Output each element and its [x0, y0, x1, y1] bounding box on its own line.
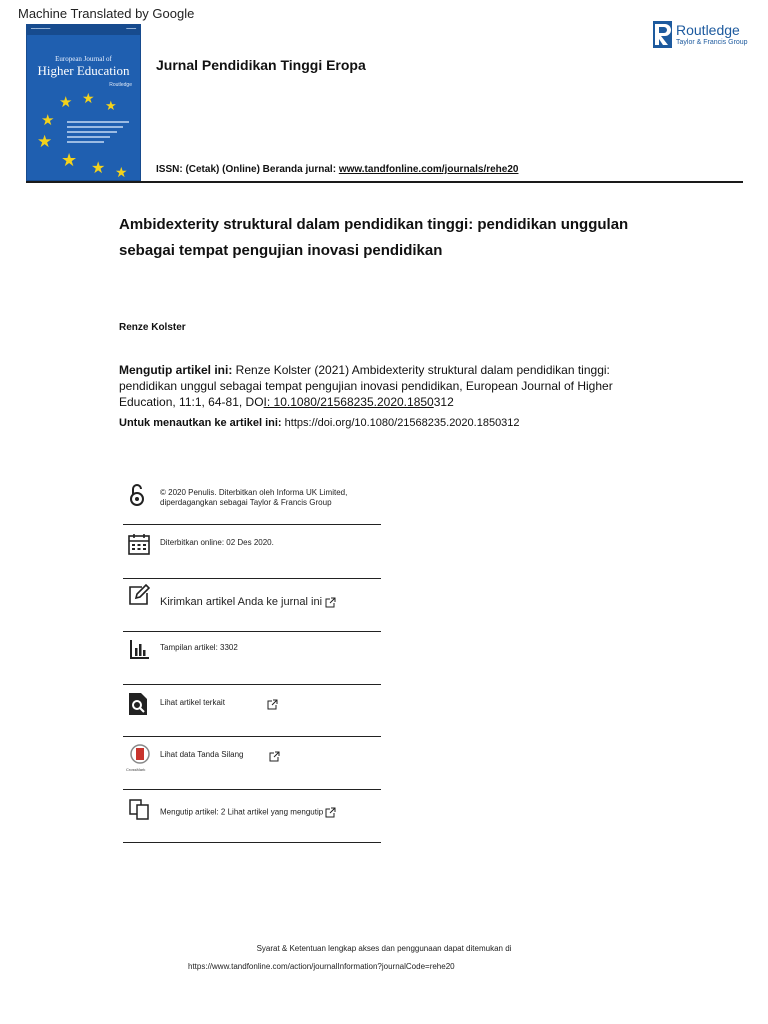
- cover-publisher-mark: Routledge: [109, 82, 132, 88]
- article-views-text: Tampilan artikel: 3302: [160, 643, 238, 652]
- issn-label: ISSN: (Cetak) (Online) Beranda jurnal:: [156, 164, 339, 175]
- issn-line: [156, 164, 518, 175]
- citing-articles-icon: [128, 798, 150, 820]
- external-link-icon: [269, 751, 280, 762]
- article-link-label: Untuk menautkan ke artikel ini:: [119, 417, 282, 429]
- publisher-subtitle: Taylor & Francis Group: [676, 39, 748, 46]
- header-divider: [26, 181, 743, 183]
- cover-title-line2: Higher Education: [37, 63, 130, 78]
- journal-cover[interactable]: [26, 24, 141, 181]
- open-access-icon: [128, 482, 146, 508]
- star-icon: ★: [37, 132, 53, 151]
- citation-tail: 312: [433, 395, 454, 409]
- routledge-logo-icon: [653, 21, 672, 48]
- citation-block: [119, 362, 619, 410]
- star-icon: ★: [82, 90, 95, 106]
- bar-chart-icon: [128, 638, 150, 660]
- related-articles-text: Lihat artikel terkait: [160, 698, 225, 707]
- footer-terms-link[interactable]: https://www.tandfonline.com/action/journalInformation?journalCode=rehe20: [188, 962, 455, 971]
- views-row: [123, 631, 381, 685]
- article-title: Ambidexterity struktural dalam pendidikan tinggi: pendidikan unggulan sebagai tempat pengujian inovasi pendidikan: [119, 216, 629, 259]
- external-link-icon: [325, 807, 336, 818]
- star-icon: ★: [105, 98, 117, 113]
- published-row: [123, 524, 381, 579]
- related-row[interactable]: [123, 684, 381, 737]
- cover-header-strip: ━━━━━━━━ ━━━━: [27, 25, 140, 35]
- license-row: [123, 474, 381, 525]
- article-doi-url[interactable]: https://doi.org/10.1080/21568235.2020.1850312: [281, 417, 520, 429]
- citation-text: Renze Kolster (2021) Ambidexterity struktural dalam pendidikan tinggi: pendidikan unggul sebagai tempat pengujian inovasi pendidikan, European Journal of Higher Education, 11:1, 64-81, DO: [119, 363, 613, 409]
- crossmark-row[interactable]: [123, 736, 381, 790]
- citation-doi-link[interactable]: I: 10.1080/21568235.2020.1850: [263, 395, 434, 409]
- star-icon: ★: [91, 160, 106, 177]
- citing-articles-text: Mengutip artikel: 2 Lihat artikel yang mengutip: [160, 807, 324, 817]
- license-text: © 2020 Penulis. Diterbitkan oleh Informa UK Limited, diperdagangkan sebagai Taylor & Francis Group: [160, 488, 348, 507]
- crossmark-icon: [128, 744, 152, 768]
- published-date-text: Diterbitkan online: 02 Des 2020.: [160, 538, 274, 547]
- star-icon: ★: [115, 164, 128, 180]
- external-link-icon: [267, 699, 278, 710]
- crossmark-text: Lihat data Tanda Silang: [160, 750, 244, 759]
- external-link-icon: [325, 597, 336, 608]
- crossmark-logo-text: CrossMark: [126, 767, 146, 772]
- calendar-icon: [128, 533, 150, 555]
- article-link-block: [119, 417, 520, 429]
- cover-subtitle-lines: [67, 121, 129, 146]
- citation-label: Mengutip artikel ini:: [119, 363, 233, 377]
- citing-articles-link[interactable]: [160, 807, 336, 818]
- edit-icon: [128, 584, 150, 606]
- article-author: Renze Kolster: [119, 322, 186, 333]
- star-icon: ★: [61, 150, 78, 170]
- star-icon: ★: [41, 112, 55, 129]
- citing-row[interactable]: [123, 789, 381, 843]
- publisher-name: Routledge: [676, 22, 740, 38]
- crossmark-link[interactable]: [160, 750, 243, 760]
- machine-translation-banner: Machine Translated by Google: [18, 6, 195, 21]
- submit-row[interactable]: [123, 578, 381, 632]
- submit-article-text: Kirimkan artikel Anda ke jurnal ini: [160, 596, 323, 608]
- journal-homepage-link[interactable]: www.tandfonline.com/journals/rehe20: [338, 164, 519, 175]
- journal-title: Jurnal Pendidikan Tinggi Eropa: [156, 57, 366, 73]
- search-document-icon: [128, 692, 148, 716]
- footer-terms-text: Syarat & Ketentuan lengkap akses dan penggunaan dapat ditemukan di: [256, 944, 512, 953]
- submit-article-link[interactable]: [160, 596, 336, 609]
- cover-title-line1: European Journal of: [55, 55, 112, 63]
- star-icon: ★: [59, 94, 73, 111]
